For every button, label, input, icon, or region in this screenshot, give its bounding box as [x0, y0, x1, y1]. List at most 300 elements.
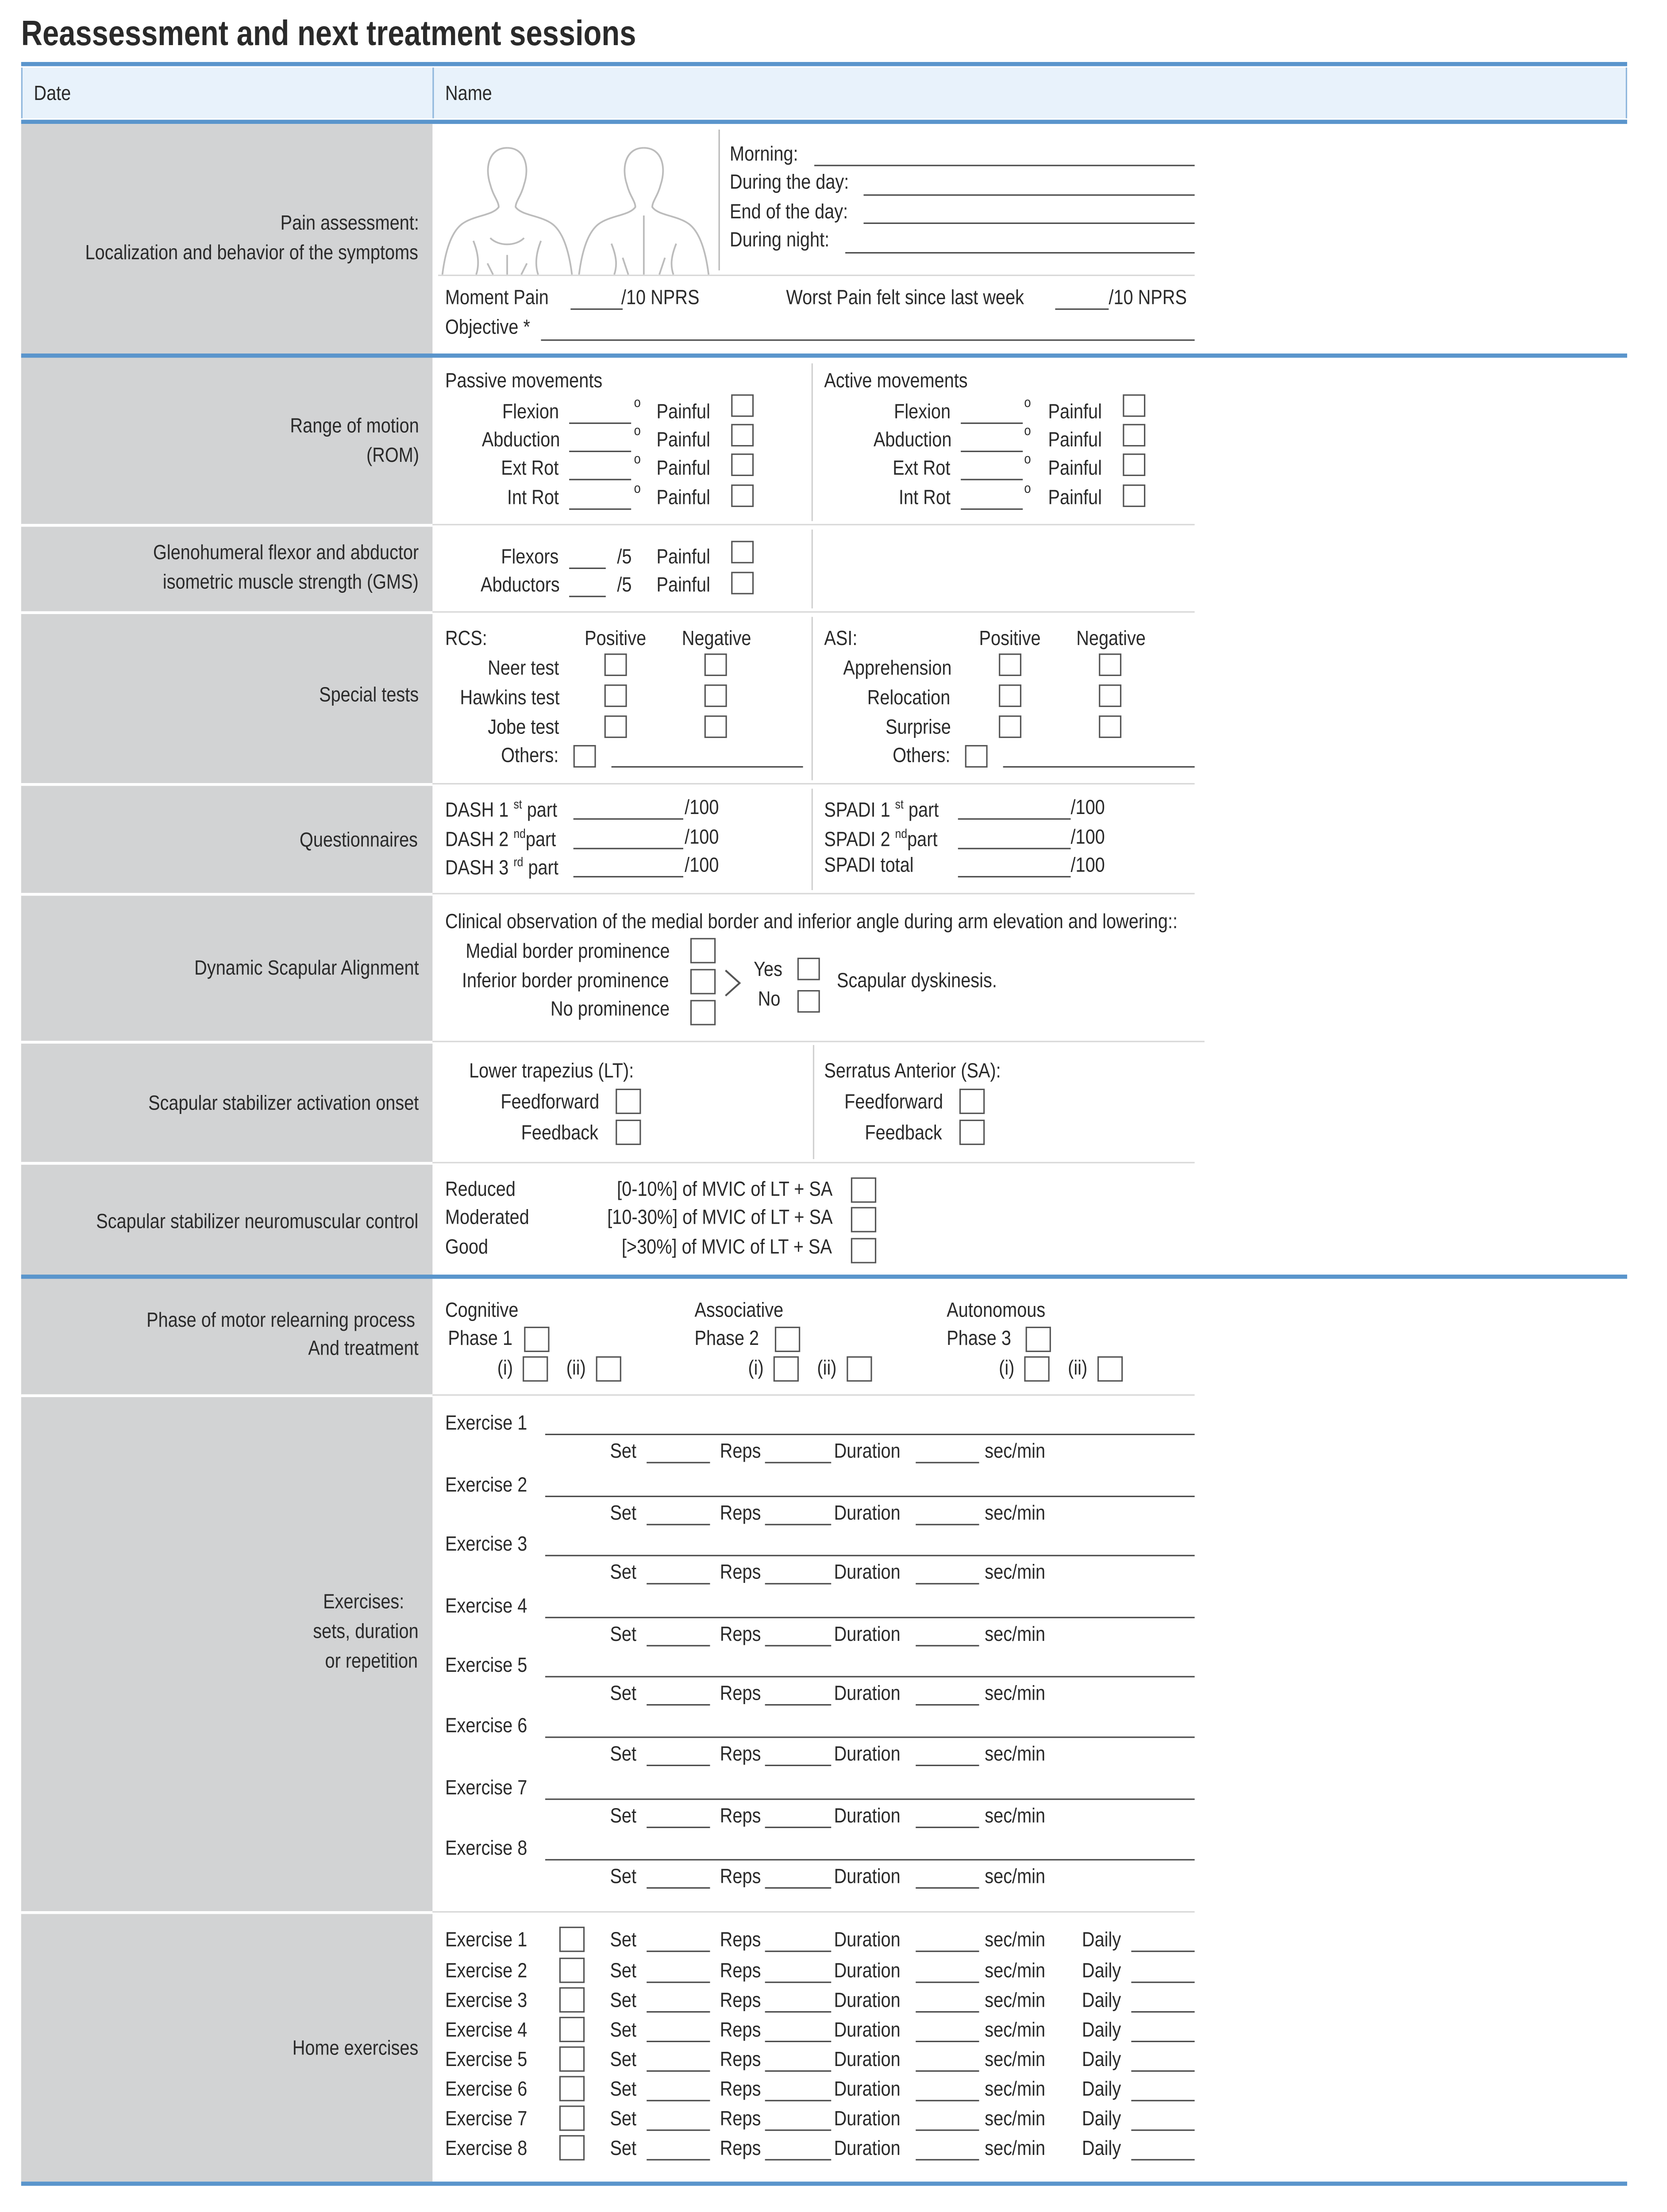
phase-label-line2: And treatment: [308, 1338, 419, 1361]
home-exercise-6-set-label: Set: [610, 2078, 637, 2101]
questionnaires-label: Questionnaires: [300, 830, 419, 853]
exercise-1-name-field[interactable]: [545, 1434, 1195, 1435]
pain-label-line2: Localization and behavior of the symptoms: [85, 242, 419, 265]
exercise-8-name-field[interactable]: [545, 1859, 1195, 1860]
spadi-1-field[interactable]: [958, 818, 1071, 820]
exercise-3-duration-field[interactable]: [916, 1583, 979, 1584]
home-exercise-7-set-label: Set: [610, 2108, 637, 2131]
dash-2-field[interactable]: [574, 848, 683, 849]
home-exercise-8-set-label: Set: [610, 2138, 637, 2161]
exercise-4-duration-field[interactable]: [916, 1645, 979, 1646]
home-exercise-4-daily-label: Daily: [1082, 2020, 1121, 2043]
phase-2-checkbox[interactable]: [775, 1327, 800, 1352]
home-exercise-3-daily-field[interactable]: [1131, 2011, 1194, 2012]
gms-abductors-field[interactable]: [569, 596, 606, 597]
phase-autonomous-title: Autonomous: [947, 1300, 1046, 1323]
exercise-7-duration-label: Duration: [834, 1805, 901, 1828]
active-extrot-field[interactable]: [961, 479, 1023, 480]
exercise-3-set-label: Set: [610, 1562, 637, 1585]
pain-time-day: During the day:: [730, 172, 849, 195]
home-exercise-7-duration-field[interactable]: [916, 2129, 979, 2131]
home-exercise-1-label: Exercise 1: [445, 1929, 527, 1952]
home-exercise-7-reps-field[interactable]: [765, 2129, 832, 2131]
home-exercise-3-duration-field[interactable]: [916, 2011, 979, 2012]
exercise-2-reps-field[interactable]: [765, 1524, 832, 1525]
exercise-3-label: Exercise 3: [445, 1533, 527, 1556]
home-exercise-1-reps-label: Reps: [720, 1929, 761, 1952]
passive-flexion-field[interactable]: [569, 422, 631, 424]
exercise-2-set-field[interactable]: [647, 1524, 710, 1525]
inferior-prominence-checkbox[interactable]: [690, 969, 716, 994]
painful-label: Painful: [1048, 457, 1102, 480]
section-rule-1: [21, 353, 1627, 358]
pain-divider: [719, 130, 720, 270]
home-exercise-1-duration-field[interactable]: [916, 1951, 979, 1952]
home-exercise-7-daily-field[interactable]: [1131, 2129, 1194, 2131]
lt-feedback-label: Feedback: [521, 1122, 599, 1145]
spadi-total-label: SPADI total: [824, 855, 914, 878]
jobe-negative-checkbox[interactable]: [705, 715, 727, 738]
exercises-label-line1: Exercises:: [323, 1591, 404, 1614]
exercise-5-reps-label: Reps: [720, 1683, 761, 1706]
home-exercise-4-reps-field[interactable]: [765, 2041, 832, 2042]
home-exercise-8-daily-label: Daily: [1082, 2138, 1121, 2161]
exercise-2-name-field[interactable]: [545, 1496, 1195, 1497]
exercise-1-set-label: Set: [610, 1440, 637, 1463]
pain-morning-field[interactable]: [814, 165, 1195, 166]
home-exercise-7-set-field[interactable]: [647, 2129, 710, 2131]
home-exercise-5-checkbox[interactable]: [559, 2047, 585, 2072]
home-exercise-3-daily-label: Daily: [1082, 1990, 1121, 2013]
home-exercise-6-set-field[interactable]: [647, 2100, 710, 2101]
header-divider: [432, 68, 434, 119]
apprehension-negative-checkbox[interactable]: [1099, 653, 1121, 676]
sa-feedforward-label: Feedforward: [843, 1091, 943, 1114]
pain-time-end: End of the day:: [730, 201, 848, 224]
exercise-8-reps-label: Reps: [720, 1866, 761, 1889]
home-exercise-2-reps-field[interactable]: [765, 1982, 832, 1983]
home-exercise-8-checkbox[interactable]: [559, 2135, 585, 2160]
asi-others-field[interactable]: [1003, 766, 1195, 768]
neer-positive-checkbox[interactable]: [604, 653, 627, 676]
phase-3-i-label: (i): [999, 1357, 1015, 1380]
home-exercise-1-reps-field[interactable]: [765, 1951, 832, 1952]
home-exercise-3-reps-field[interactable]: [765, 2011, 832, 2012]
exercise-5-duration-label: Duration: [834, 1683, 901, 1706]
home-exercise-8-set-field[interactable]: [647, 2159, 710, 2160]
home-exercise-1-set-label: Set: [610, 1929, 637, 1952]
relocation-negative-checkbox[interactable]: [1099, 684, 1121, 707]
exercise-2-duration-field[interactable]: [916, 1524, 979, 1525]
row-separator: [21, 1041, 433, 1044]
exercise-6-name-field[interactable]: [545, 1736, 1195, 1738]
exercise-6-secmin-label: sec/min: [985, 1743, 1046, 1767]
moment-pain-field[interactable]: [570, 308, 623, 310]
phase-cognitive-title: Cognitive: [445, 1300, 519, 1323]
degree-mark: o: [634, 452, 641, 468]
surprise-negative-checkbox[interactable]: [1099, 715, 1121, 738]
pain-day-field[interactable]: [863, 194, 1194, 196]
home-exercise-6-label: Exercise 6: [445, 2078, 527, 2101]
rcs-title: RCS:: [445, 628, 487, 651]
exercise-3-name-field[interactable]: [545, 1555, 1195, 1556]
header-top-rule: [21, 62, 1627, 66]
gms-flexors-label: Flexors: [501, 546, 559, 569]
gms-scale: /5: [617, 574, 632, 597]
section-rule-2: [21, 1275, 1627, 1279]
objective-label: Objective *: [445, 317, 530, 340]
dash-3-label: DASH 3 $^{rd}$ part: [445, 855, 558, 880]
phase-3-ii-label: (ii): [1068, 1357, 1088, 1380]
nmc-reduced-range: [0-10%] of MVIC of LT + SA: [617, 1179, 833, 1202]
passive-introt-painful-checkbox[interactable]: [731, 484, 754, 507]
exercise-1-set-field[interactable]: [647, 1462, 710, 1463]
exercise-3-duration-label: Duration: [834, 1562, 901, 1585]
active-flexion-field[interactable]: [961, 422, 1023, 424]
rcs-hawkins-label: Hawkins test: [459, 687, 559, 710]
home-exercise-8-duration-field[interactable]: [916, 2159, 979, 2160]
exercise-5-set-label: Set: [610, 1683, 637, 1706]
lt-feedforward-label: Feedforward: [500, 1091, 599, 1114]
home-exercise-1-daily-field[interactable]: [1131, 1951, 1194, 1952]
dsa-medial-label: Medial border prominence: [465, 941, 670, 964]
degree-mark: o: [1024, 452, 1031, 468]
active-abduction-label: Abduction: [873, 429, 951, 452]
pain-end-field[interactable]: [863, 223, 1194, 224]
content-separator: [432, 783, 1194, 784]
body-chart-icon: [437, 137, 719, 277]
active-introt-label: Int Rot: [899, 487, 951, 510]
rcs-others-checkbox[interactable]: [574, 745, 596, 768]
asi-title: ASI:: [824, 628, 858, 651]
home-exercise-6-daily-field[interactable]: [1131, 2100, 1194, 2101]
degree-mark: o: [1024, 424, 1031, 440]
onset-divider: [813, 1045, 814, 1159]
phase-3-i-checkbox[interactable]: [1024, 1356, 1049, 1382]
home-exercise-5-set-field[interactable]: [647, 2070, 710, 2072]
hawkins-negative-checkbox[interactable]: [705, 684, 727, 707]
home-exercise-3-reps-label: Reps: [720, 1990, 761, 2013]
exercise-1-reps-field[interactable]: [765, 1462, 832, 1463]
home-exercise-6-duration-field[interactable]: [916, 2100, 979, 2101]
home-exercise-5-secmin-label: sec/min: [985, 2049, 1046, 2072]
exercise-8-set-label: Set: [610, 1866, 637, 1889]
dash-1-label: DASH 1 $^{st}$ part: [445, 797, 558, 822]
passive-introt-label: Int Rot: [507, 487, 559, 510]
dsa-label: Dynamic Scapular Alignment: [193, 957, 419, 980]
nmc-good-checkbox[interactable]: [851, 1238, 876, 1263]
content-separator: [432, 1911, 1194, 1912]
exercise-8-reps-field[interactable]: [765, 1887, 832, 1889]
rcs-jobe-label: Jobe test: [488, 717, 559, 740]
lt-feedback-checkbox[interactable]: [616, 1120, 641, 1145]
phase-1-i-label: (i): [497, 1357, 513, 1380]
dash-1-field[interactable]: [574, 818, 683, 820]
exercise-1-secmin-label: sec/min: [985, 1440, 1046, 1463]
worst-pain-label: Worst Pain felt since last week: [786, 287, 1024, 310]
active-extrot-painful-checkbox[interactable]: [1123, 453, 1145, 476]
home-exercise-4-daily-field[interactable]: [1131, 2041, 1194, 2042]
painful-label: Painful: [656, 546, 710, 569]
phase-associative-title: Associative: [694, 1300, 784, 1323]
active-introt-field[interactable]: [961, 508, 1023, 510]
exercise-6-set-label: Set: [610, 1743, 637, 1767]
exercise-3-secmin-label: sec/min: [985, 1562, 1046, 1585]
form-title: Reassessment and next treatment sessions: [21, 14, 636, 54]
moment-pain-scale: /10 NPRS: [621, 287, 700, 310]
home-exercise-1-checkbox[interactable]: [559, 1927, 585, 1952]
exercise-4-set-label: Set: [610, 1624, 637, 1647]
sa-feedforward-checkbox[interactable]: [959, 1089, 985, 1114]
passive-extrot-painful-checkbox[interactable]: [731, 453, 754, 476]
home-exercise-5-duration-field[interactable]: [916, 2070, 979, 2072]
pain-time-night: During night:: [730, 229, 830, 252]
home-exercise-3-set-field[interactable]: [647, 2011, 710, 2012]
content-separator: [432, 1041, 1205, 1042]
passive-flexion-label: Flexion: [502, 401, 559, 424]
asi-others-checkbox[interactable]: [965, 745, 988, 768]
sa-feedback-checkbox[interactable]: [959, 1120, 985, 1145]
nmc-reduced-label: Reduced: [445, 1179, 516, 1202]
chevron-right-icon: [723, 968, 743, 998]
phase-1-ii-label: (ii): [566, 1357, 586, 1380]
home-exercise-7-label: Exercise 7: [445, 2108, 527, 2131]
exercise-1-duration-field[interactable]: [916, 1462, 979, 1463]
pain-night-field[interactable]: [845, 252, 1195, 253]
spadi-2-field[interactable]: [958, 848, 1071, 849]
painful-label: Painful: [656, 574, 710, 597]
passive-introt-field[interactable]: [569, 508, 631, 510]
apprehension-positive-checkbox[interactable]: [999, 653, 1021, 676]
exercise-8-set-field[interactable]: [647, 1887, 710, 1889]
exercise-7-duration-field[interactable]: [916, 1827, 979, 1828]
exercise-6-label: Exercise 6: [445, 1715, 527, 1738]
passive-extrot-label: Ext Rot: [501, 457, 559, 480]
active-introt-painful-checkbox[interactable]: [1123, 484, 1145, 507]
home-exercise-3-secmin-label: sec/min: [985, 1990, 1046, 2013]
exercise-2-label: Exercise 2: [445, 1475, 527, 1498]
passive-abduction-painful-checkbox[interactable]: [731, 424, 754, 446]
home-exercise-8-daily-field[interactable]: [1131, 2159, 1194, 2160]
exercise-7-reps-label: Reps: [720, 1805, 761, 1828]
lt-feedforward-checkbox[interactable]: [616, 1089, 641, 1114]
exercise-8-secmin-label: sec/min: [985, 1866, 1046, 1889]
header-band: [21, 68, 1627, 119]
hawkins-positive-checkbox[interactable]: [604, 684, 627, 707]
exercise-3-reps-field[interactable]: [765, 1583, 832, 1584]
asi-positive-header: Positive: [979, 628, 1041, 651]
home-exercise-2-duration-field[interactable]: [916, 1982, 979, 1983]
spadi-2-label: SPADI 2 $^{nd}$part: [824, 826, 938, 852]
active-abduction-field[interactable]: [961, 451, 1023, 452]
painful-label: Painful: [1048, 429, 1102, 452]
neer-negative-checkbox[interactable]: [705, 653, 727, 676]
rcs-others-field[interactable]: [612, 766, 803, 768]
content-separator: [432, 893, 1194, 894]
exercise-4-label: Exercise 4: [445, 1595, 527, 1618]
exercise-1-duration-label: Duration: [834, 1440, 901, 1463]
phase-1-ii-checkbox[interactable]: [596, 1356, 621, 1382]
spadi-total-field[interactable]: [958, 876, 1071, 877]
exercise-4-reps-label: Reps: [720, 1624, 761, 1647]
sa-title: Serratus Anterior (SA):: [824, 1060, 1001, 1083]
no-prominence-checkbox[interactable]: [690, 1000, 716, 1025]
passive-abduction-field[interactable]: [569, 451, 631, 452]
exercise-5-reps-field[interactable]: [765, 1704, 832, 1705]
home-exercise-7-secmin-label: sec/min: [985, 2108, 1046, 2131]
exercise-5-set-field[interactable]: [647, 1704, 710, 1705]
painful-label: Painful: [656, 429, 710, 452]
exercise-5-duration-field[interactable]: [916, 1704, 979, 1705]
lt-title: Lower trapezius (LT):: [469, 1060, 634, 1083]
medial-prominence-checkbox[interactable]: [690, 938, 716, 963]
home-exercises-label: Home exercises: [292, 2038, 419, 2061]
home-exercise-5-daily-field[interactable]: [1131, 2070, 1194, 2072]
home-exercise-5-reps-field[interactable]: [765, 2070, 832, 2072]
jobe-positive-checkbox[interactable]: [604, 715, 627, 738]
degree-mark: o: [1024, 396, 1031, 411]
dyskinesis-no-checkbox[interactable]: [797, 990, 820, 1013]
dash-3-field[interactable]: [574, 876, 683, 877]
home-exercise-6-checkbox[interactable]: [559, 2076, 585, 2101]
name-field-label[interactable]: Name: [445, 83, 492, 106]
nmc-good-range: [>30%] of MVIC of LT + SA: [622, 1237, 833, 1260]
home-exercise-3-checkbox[interactable]: [559, 1987, 585, 2012]
passive-extrot-field[interactable]: [569, 479, 631, 480]
objective-field[interactable]: [541, 339, 1194, 341]
degree-mark: o: [1024, 481, 1031, 497]
phase-1-checkbox[interactable]: [524, 1327, 549, 1352]
gms-abductors-painful-checkbox[interactable]: [731, 572, 754, 595]
phase-3-checkbox[interactable]: [1026, 1327, 1051, 1352]
dsa-none-label: No prominence: [550, 998, 670, 1022]
home-exercise-8-label: Exercise 8: [445, 2138, 527, 2161]
content-separator: [432, 1162, 1194, 1163]
exercise-2-secmin-label: sec/min: [985, 1502, 1046, 1525]
exercise-5-secmin-label: sec/min: [985, 1683, 1046, 1706]
dsa-dyskinesis-label: Scapular dyskinesis.: [836, 970, 997, 993]
home-exercise-1-duration-label: Duration: [834, 1929, 901, 1952]
exercise-6-reps-field[interactable]: [765, 1765, 832, 1766]
home-exercise-2-set-field[interactable]: [647, 1982, 710, 1983]
exercise-4-name-field[interactable]: [545, 1617, 1195, 1618]
spadi-1-label: SPADI 1 $^{st}$ part: [824, 797, 939, 822]
degree-mark: o: [634, 481, 641, 497]
home-exercise-7-reps-label: Reps: [720, 2108, 761, 2131]
home-exercise-6-duration-label: Duration: [834, 2078, 901, 2101]
dsa-no-label: No: [758, 988, 781, 1011]
home-exercise-4-duration-field[interactable]: [916, 2041, 979, 2042]
home-exercise-7-daily-label: Daily: [1082, 2108, 1121, 2131]
worst-pain-field[interactable]: [1055, 308, 1109, 310]
exercise-7-set-label: Set: [610, 1805, 637, 1828]
row-separator: [21, 1911, 433, 1914]
exercise-7-reps-field[interactable]: [765, 1827, 832, 1828]
special-tests-label: Special tests: [319, 684, 419, 707]
nmc-label: Scapular stabilizer neuromuscular control: [96, 1211, 419, 1234]
sa-feedback-label: Feedback: [865, 1122, 943, 1145]
rcs-neer-label: Neer test: [488, 657, 559, 680]
exercise-6-duration-label: Duration: [834, 1743, 901, 1767]
gms-flexors-painful-checkbox[interactable]: [731, 541, 754, 563]
exercise-2-reps-label: Reps: [720, 1502, 761, 1525]
phase-1-label: Phase 1: [448, 1328, 513, 1351]
exercise-3-set-field[interactable]: [647, 1583, 710, 1584]
phase-2-label: Phase 2: [694, 1328, 759, 1351]
passive-flexion-painful-checkbox[interactable]: [731, 394, 754, 417]
phase-2-i-label: (i): [748, 1357, 764, 1380]
exercise-7-name-field[interactable]: [545, 1798, 1195, 1800]
painful-label: Painful: [656, 457, 710, 480]
phase-3-ii-checkbox[interactable]: [1097, 1356, 1123, 1382]
phase-2-i-checkbox[interactable]: [774, 1356, 799, 1382]
home-exercise-4-set-field[interactable]: [647, 2041, 710, 2042]
content-separator: [432, 524, 1194, 525]
passive-abduction-label: Abduction: [481, 429, 559, 452]
degree-mark: o: [634, 396, 641, 411]
home-exercise-4-checkbox[interactable]: [559, 2017, 585, 2042]
home-exercise-8-secmin-label: sec/min: [985, 2138, 1046, 2161]
date-field-label[interactable]: Date: [34, 83, 71, 106]
surprise-positive-checkbox[interactable]: [999, 715, 1021, 738]
exercise-8-duration-field[interactable]: [916, 1887, 979, 1889]
phase-2-ii-label: (ii): [817, 1357, 837, 1380]
exercise-7-set-field[interactable]: [647, 1827, 710, 1828]
phase-2-ii-checkbox[interactable]: [847, 1356, 872, 1382]
gms-flexors-field[interactable]: [569, 568, 606, 569]
home-exercise-2-checkbox[interactable]: [559, 1958, 585, 1983]
gms-label-line2: isometric muscle strength (GMS): [162, 572, 419, 595]
exercise-4-reps-field[interactable]: [765, 1645, 832, 1646]
home-exercise-1-set-field[interactable]: [647, 1951, 710, 1952]
exercise-4-set-field[interactable]: [647, 1645, 710, 1646]
nmc-moderated-checkbox[interactable]: [851, 1207, 876, 1232]
quest-divider: [812, 789, 813, 890]
home-exercise-6-reps-label: Reps: [720, 2078, 761, 2101]
degree-mark: o: [634, 424, 641, 440]
pain-sub-rule: [438, 275, 1195, 276]
row-separator: [21, 1394, 433, 1397]
home-exercise-5-reps-label: Reps: [720, 2049, 761, 2072]
exercise-8-duration-label: Duration: [834, 1866, 901, 1889]
home-exercise-5-label: Exercise 5: [445, 2049, 527, 2072]
phase-3-label: Phase 3: [947, 1328, 1012, 1351]
rom-divider: [812, 363, 813, 521]
relocation-positive-checkbox[interactable]: [999, 684, 1021, 707]
active-abduction-painful-checkbox[interactable]: [1123, 424, 1145, 446]
home-exercise-7-checkbox[interactable]: [559, 2105, 585, 2131]
exercise-6-set-field[interactable]: [647, 1765, 710, 1766]
exercises-label-line3: or repetition: [325, 1651, 419, 1673]
exercise-5-name-field[interactable]: [545, 1676, 1195, 1677]
dyskinesis-yes-checkbox[interactable]: [797, 958, 820, 980]
gms-label-line1: Glenohumeral flexor and abductor: [153, 542, 419, 565]
exercise-6-duration-field[interactable]: [916, 1765, 979, 1766]
row-separator: [21, 893, 433, 895]
nmc-reduced-checkbox[interactable]: [851, 1177, 876, 1202]
moment-pain-label: Moment Pain: [445, 287, 549, 310]
exercises-label-line2: sets, duration: [313, 1621, 419, 1644]
home-exercise-6-daily-label: Daily: [1082, 2078, 1121, 2101]
active-flexion-painful-checkbox[interactable]: [1123, 394, 1145, 417]
home-exercise-2-daily-field[interactable]: [1131, 1982, 1194, 1983]
home-exercise-8-reps-field[interactable]: [765, 2159, 832, 2160]
home-exercise-6-reps-field[interactable]: [765, 2100, 832, 2101]
pain-time-morning: Morning:: [730, 143, 798, 166]
phase-1-i-checkbox[interactable]: [523, 1356, 548, 1382]
exercise-2-set-label: Set: [610, 1502, 637, 1525]
home-exercise-3-duration-label: Duration: [834, 1990, 901, 2013]
